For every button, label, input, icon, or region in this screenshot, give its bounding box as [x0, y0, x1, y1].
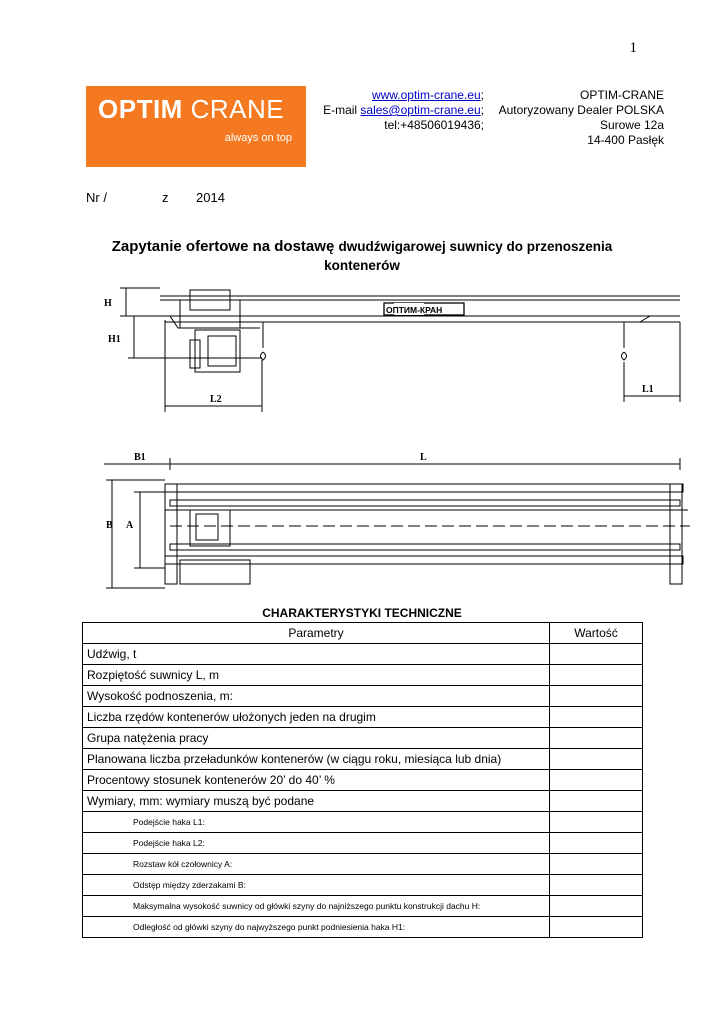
label-H1: H1	[108, 334, 121, 345]
table-row: Udźwig, t	[83, 644, 643, 665]
table-subrow: Maksymalna wysokość suwnicy od główki szyny do najniższego punktu konstrukcji dachu H:	[83, 896, 643, 917]
value-cell[interactable]	[550, 728, 643, 749]
col-param-header: Parametry	[83, 623, 550, 644]
table-row: Wysokość podnoszenia, m:	[83, 686, 643, 707]
table-subrow: Podejście haka L2:	[83, 833, 643, 854]
phone-number: tel:+48506019436;	[384, 118, 484, 132]
logo-tagline: always on top	[224, 132, 292, 144]
table-row: Wymiary, mm: wymiary muszą być podane	[83, 791, 643, 812]
table-row: Rozpiętość suwnicy L, m	[83, 665, 643, 686]
document-title: Zapytanie ofertowe na dostawę dwudźwigarowej suwnicy do przenoszenia kontenerów	[111, 238, 613, 273]
street-line: Surowe 12a	[599, 118, 664, 132]
label-B: B	[106, 520, 113, 531]
page-number: 1	[629, 40, 637, 56]
value-cell[interactable]	[550, 791, 643, 812]
logo-wordmark: OPTIM CRANE	[98, 94, 285, 124]
spec-table	[82, 622, 643, 938]
dealer-line: Autoryzowany Dealer POLSKA	[498, 103, 664, 117]
value-cell[interactable]	[550, 665, 643, 686]
table-subrow: Podejście haka L1:	[83, 812, 643, 833]
table-row: Liczba rzędów kontenerów ułożonych jeden na drugim	[83, 707, 643, 728]
label-B1: B1	[134, 452, 146, 463]
email-link[interactable]: sales@optim-crane.eu	[360, 103, 481, 117]
value-cell[interactable]	[550, 812, 643, 833]
table-subrow: Odstęp między zderzakami B:	[83, 875, 643, 896]
value-cell[interactable]	[550, 833, 643, 854]
company-name: OPTIM-CRANE	[580, 88, 664, 102]
label-H: H	[104, 298, 112, 309]
table-row: Planowana liczba przeładunków kontenerów (w ciągu roku, miesiąca lub dnia)	[83, 749, 643, 770]
label-A: A	[126, 520, 134, 531]
label-L: L	[420, 452, 427, 463]
table-row: Grupa natężenia pracy	[83, 728, 643, 749]
value-cell[interactable]	[550, 875, 643, 896]
value-cell[interactable]	[550, 770, 643, 791]
value-cell[interactable]	[550, 686, 643, 707]
value-cell[interactable]	[550, 707, 643, 728]
value-cell[interactable]	[550, 917, 643, 938]
value-cell[interactable]	[550, 644, 643, 665]
crane-name-plate: ОПТИМ-КРАН	[386, 305, 443, 315]
table-subrow: Rozstaw kół czołownicy A:	[83, 854, 643, 875]
contact-block: www.optim-crane.eu; E-mail sales@optim-crane.eu; tel:+48506019436;	[316, 88, 484, 133]
label-L1: L1	[642, 384, 654, 395]
table-subrow: Odległość od główki szyny do najwyższego punkt podniesienia haka H1:	[83, 917, 643, 938]
value-cell[interactable]	[550, 749, 643, 770]
value-cell[interactable]	[550, 854, 643, 875]
col-value-header: Wartość	[550, 623, 643, 644]
value-cell[interactable]	[550, 896, 643, 917]
city-line: 14-400 Pasłęk	[587, 133, 664, 147]
table-row: Procentowy stosunek kontenerów 20’ do 40’ %	[83, 770, 643, 791]
spec-heading: CHARAKTERYSTYKI TECHNICZNE	[262, 606, 462, 620]
website-link[interactable]: www.optim-crane.eu	[371, 88, 481, 102]
request-number: Nr / z 2014	[86, 190, 225, 205]
table-header-row	[83, 623, 643, 644]
label-L2: L2	[210, 394, 222, 405]
